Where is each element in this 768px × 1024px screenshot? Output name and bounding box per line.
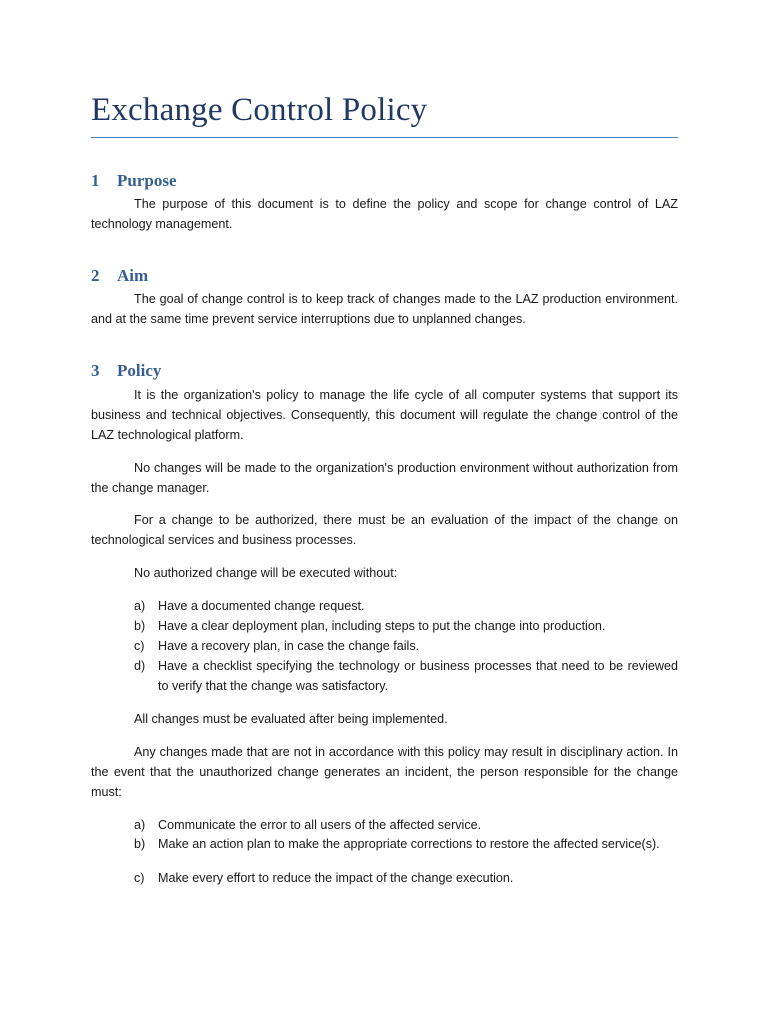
section-heading-aim (91, 266, 148, 286)
title-underline (91, 137, 678, 138)
section-title: Purpose (117, 171, 177, 190)
list-item: c) Have a recovery plan, in case the change fails. (134, 639, 420, 653)
paragraph: All changes must be evaluated after being implemented. (134, 712, 448, 726)
section-number: 1 (91, 171, 100, 190)
list-item: d) Have a checklist specifying the technology or business processes that need to be reviewed to verify that the change was satisfactory. (134, 659, 678, 693)
paragraph: The goal of change control is to keep track of changes made to the LAZ production environment. and at the same time prevent service interruptions due to unplanned changes. (91, 292, 678, 326)
paragraph: It is the organization's policy to manage the life cycle of all computer systems that support its business and technical objectives. Consequently, this document will regulate the change control of the LAZ technological platform. (91, 388, 678, 442)
list-item: a) Communicate the error to all users of the affected service. (134, 818, 482, 832)
list-item: a) Have a documented change request. (134, 599, 365, 613)
section-heading-policy (91, 361, 161, 381)
list-item: b) Make an action plan to make the appropriate corrections to restore the affected service(s). (134, 837, 660, 851)
paragraph: No changes will be made to the organization's production environment without authorization from the change manager. (91, 461, 678, 495)
section-title: Aim (117, 266, 149, 285)
list-item: b) Have a clear deployment plan, including steps to put the change into production. (134, 619, 606, 633)
paragraph: Any changes made that are not in accordance with this policy may result in disciplinary action. In the event that the unauthorized change generates an incident, the person responsible for the change must: (91, 745, 678, 799)
paragraph: For a change to be authorized, there must be an evaluation of the impact of the change on technological services and business processes. (91, 513, 678, 547)
section-heading-purpose (91, 171, 177, 191)
paragraph: No authorized change will be executed without: (134, 566, 398, 580)
section-title: Policy (117, 361, 162, 380)
section-number: 2 (91, 266, 100, 285)
section-number: 3 (91, 361, 100, 380)
list-item: c) Make every effort to reduce the impact of the change execution. (134, 871, 514, 885)
paragraph: The purpose of this document is to define the policy and scope for change control of LAZ technology management. (91, 197, 678, 231)
document-title: Exchange Control Policy (91, 92, 428, 128)
